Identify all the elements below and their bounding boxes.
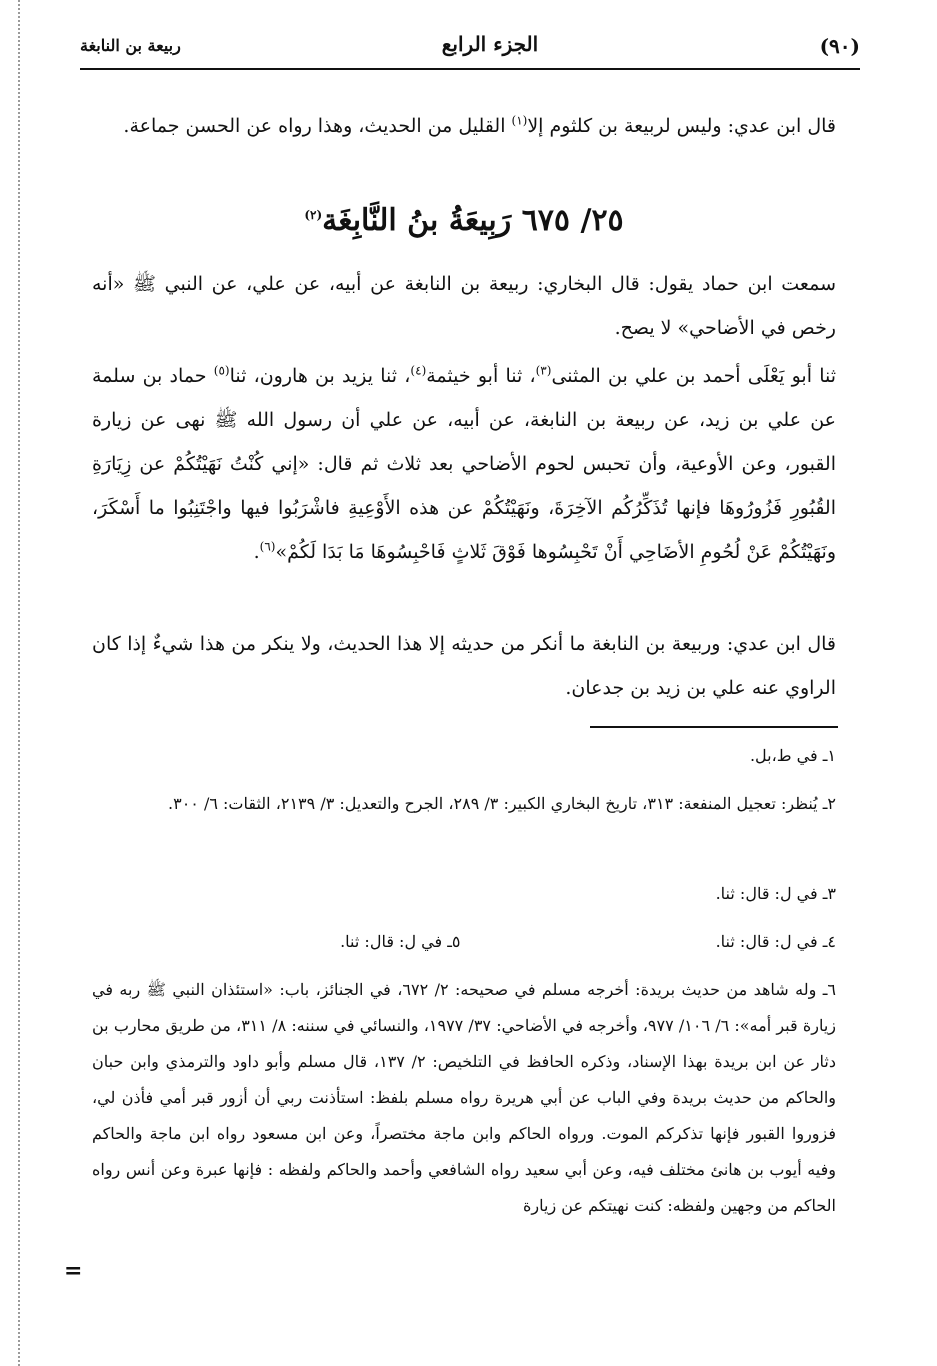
entry-title-text: ٢٥/ ٦٧٥ رَبِيعَةُ بنُ النَّابِغَة [322, 203, 624, 238]
binding-dotted-line [18, 0, 20, 1366]
paragraph-3-part-d: حماد بن سلمة عن علي بن زيد، عن ربيعة بن النابغة، عن أبيه، عن علي أن رسول الله ﷺ نهى عن زيارة القبور، وعن الأوعية، وأن تحبس لحوم الأضاحي بعد ثلاث ثم قال: «إني كُنْتُ نَهَيْتُكُمْ عن زِيَارَةِ القُبُورِ فَزُورُوهَا فإنها تُذَكِّرُكُم الآخِرَةَ، ونَهَيْتُكُمْ عن هذه الأَوْعِيةِ فاشْرَبُوا فيها واجْتَنِبُوا ما أَسْكَرَ، ونَهَيْتُكُمْ عَنْ لُحُومِ الأضَاحِي أَنْ تَحْبِسُوها فَوْقَ ثَلاثٍ فَاحْبِسُوهَا مَا بَدَا لَكُمْ» [92, 365, 836, 563]
footnote-ref-2: (٢) [304, 208, 323, 222]
paragraph-3-part-c: ، ثنا يزيد بن هارون، ثنا [229, 365, 411, 387]
paragraph-4 [92, 622, 836, 710]
footnote-row-4-5 [92, 924, 836, 960]
paragraph-2-text: سمعت ابن حماد يقول: قال البخاري: ربيعة بن النابغة عن أبيه، عن علي، عن النبي ﷺ «أنه رخص في الأضاحي» لا يصح. [92, 273, 836, 339]
page-number: (٩٠) [819, 34, 860, 58]
entry-title [92, 196, 836, 246]
continuation-mark: = [64, 1258, 83, 1284]
footnote-ref-3: (٣) [535, 363, 552, 378]
paragraph-3 [92, 354, 836, 574]
footnote-separator [590, 726, 838, 728]
footnote-ref-5: (٥) [213, 363, 230, 378]
footnote-2: ٢ـ يُنظر: تعجيل المنفعة: ٣١٣، تاريخ البخاري الكبير: ٣/ ٢٨٩، الجرح والتعديل: ٣/ ٢١٣٩، الثقات: ٦/ ٣٠٠. [168, 794, 836, 813]
footnote-5: ٥ـ في ل: قال: ثنا. [340, 932, 461, 951]
paragraph-1-rest: القليل من الحديث، وهذا رواه عن الحسن جماعة. [123, 115, 512, 137]
page-header [80, 30, 860, 70]
paragraph-3-part-a: ثنا أبو يَعْلَى أحمد بن علي بن المثنى [551, 365, 837, 387]
paragraph-2 [92, 262, 836, 350]
paragraph-1 [92, 104, 836, 148]
part-title: الجزء الرابع [441, 32, 539, 56]
paragraph-1-text: قال ابن عدي: وليس لربيعة بن كلثوم إلا [527, 115, 836, 137]
footnote-ref-1: (١) [511, 113, 528, 128]
footnote-ref-6: (٦) [259, 539, 276, 554]
footnote-4: ٤ـ في ل: قال: ثنا. [715, 932, 836, 951]
running-title: ربيعة بن النابغة [80, 36, 181, 55]
paragraph-4-text: قال ابن عدي: وربيعة بن النابغة ما أنكر من حديثه إلا هذا الحديث، ولا ينكر من هذا شيءٌ إذا كان الراوي عنه علي بن زيد بن جدعان. [92, 633, 836, 699]
footnote-ref-4: (٤) [410, 363, 427, 378]
header-rule [80, 68, 860, 70]
footnote-6: ٦ـ وله شاهد من حديث بريدة: أخرجه مسلم في صحيحه: ٢/ ٦٧٢، في الجنائز، باب: «استئذان النبي ﷺ ربه في زيارة قبر أمه»: ٦/ ١٠٦/ ٩٧٧، وأخرجه في الأضاحي: ٣٧/ ١٩٧٧، والنسائي في سننه: ٨/ ٣١١، من طريق محارب بن دثار عن ابن بريدة بهذا الإسناد، وذكره الحافظ في التلخيص: ٢/ ١٣٧، قال مسلم وأبو داود والترمذي وابن حبان والحاكم من حديث بريدة وفي الباب عن أبي هريرة رواه مسلم بلفظ: استأذنت ربي أن أزور قبر أمي فأذن لي، فزوروا القبور فإنها تذكركم الموت. ورواه الحاكم وابن ماجة مختصراً، وعن ابن مسعود رواه ابن ماجة والحاكم وفيه أيوب بن هانئ مختلف فيه، وعن أبي سعيد رواه الشافعي وأحمد والحاكم ولفظه : فإنها عبرة وعن أنس رواه الحاكم من وجهين ولفظه: كنت نهيتكم عن زيارة [92, 980, 837, 1215]
paragraph-3-part-b: ، ثنا أبو خيثمة [426, 365, 536, 387]
footnote-1: ١ـ في ط،بل. [749, 746, 836, 765]
footnote-3: ٣ـ في ل: قال: ثنا. [715, 884, 836, 903]
paragraph-3-end: . [253, 541, 260, 563]
